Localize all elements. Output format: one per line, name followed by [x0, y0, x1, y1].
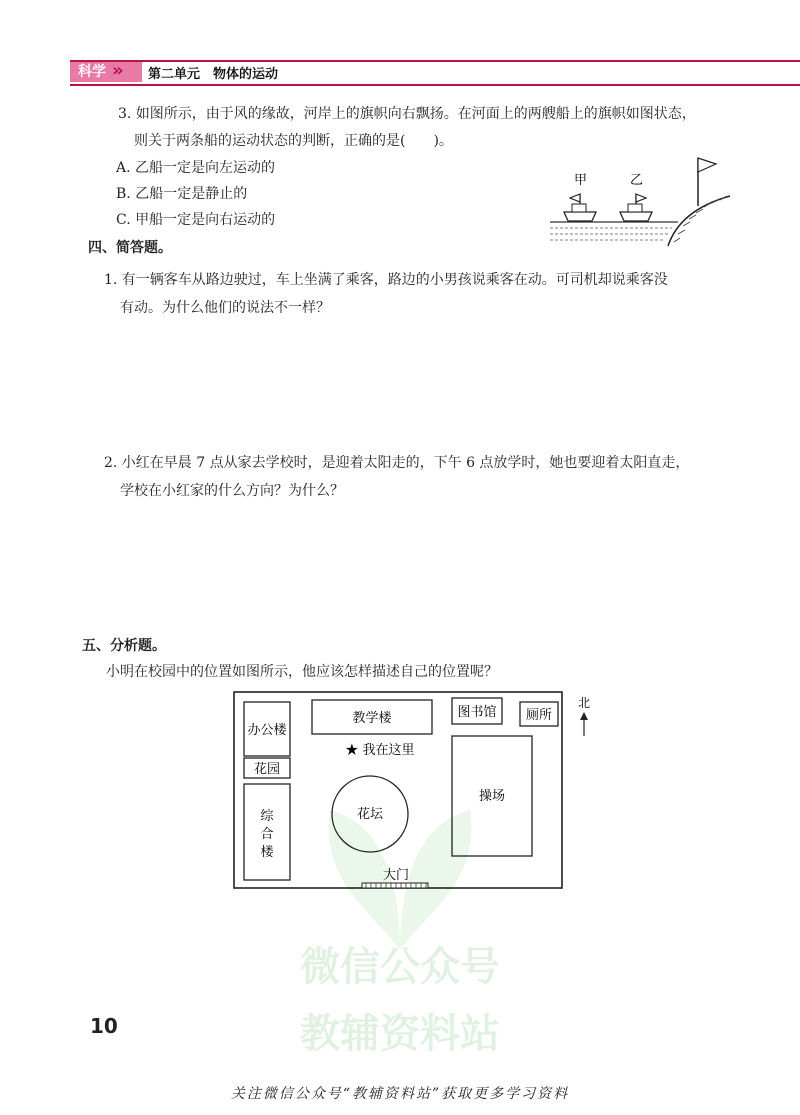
q3-option-c: C. 甲船一定是向右运动的 — [116, 212, 276, 228]
page-number: 10 — [90, 1014, 118, 1038]
complex-label-1: 综 — [260, 809, 274, 824]
chevron-icon: » — [112, 60, 124, 81]
complex-label-2: 合 — [260, 827, 274, 842]
q3-line2: 则关于两条船的运动状态的判断，正确的是( )。 — [134, 133, 453, 149]
library-label: 图书馆 — [457, 705, 497, 720]
ship-figure — [550, 150, 740, 250]
north-arrow-icon — [574, 694, 598, 740]
q3-option-b: B. 乙船一定是静止的 — [116, 186, 248, 202]
s4-q1-line2: 有动。为什么他们的说法不一样？ — [120, 300, 330, 316]
unit-title: 第二单元 物体的运动 — [148, 67, 279, 82]
teaching-label: 教学楼 — [352, 711, 392, 726]
campus-map — [232, 690, 572, 890]
ship-yi — [620, 194, 652, 221]
toilet-label: 厕所 — [525, 708, 553, 723]
s4-q2-line1: 2. 小红在早晨 7 点从家去学校时，是迎着太阳走的，下午 6 点放学时，她也要迎着太阳直走， — [104, 455, 690, 471]
watermark-line1: 微信公众号 — [300, 944, 500, 990]
q3-option-a: A. 乙船一定是向左运动的 — [116, 160, 276, 176]
section5-title: 五、分析题。 — [82, 638, 166, 654]
ship-jia — [564, 194, 596, 221]
north-label: 北 — [577, 696, 591, 710]
watermark-line2: 教辅资料站 — [300, 1011, 500, 1057]
s4-q1-line1: 1. 有一辆客车从路边驶过，车上坐满了乘客，路边的小男孩说乘客在动。可司机却说乘客没 — [104, 272, 668, 288]
ship-yi-label: 乙 — [630, 173, 644, 188]
ship-jia-label: 甲 — [574, 173, 588, 188]
q3-line1: 3. 如图所示，由于风的缘故，河岸上的旗帜向右飘扬。在河面上的两艘船上的旗帜如图状态， — [118, 106, 696, 122]
footer-note: 关注微信公众号“教辅资料站”获取更多学习资料 — [230, 1086, 570, 1102]
playground-label: 操场 — [478, 789, 506, 804]
flowerbed-label: 花坛 — [356, 807, 384, 822]
my-position-marker: ★ 我在这里 — [345, 743, 415, 758]
s5-question: 小明在校园中的位置如图所示，他应该怎样描述自己的位置呢？ — [106, 664, 498, 680]
section4-title: 四、简答题。 — [88, 240, 172, 256]
gate-label: 大门 — [382, 868, 410, 883]
subject-tab: 科学 — [70, 62, 142, 82]
office-label: 办公楼 — [247, 723, 287, 738]
complex-label-3: 楼 — [260, 845, 274, 860]
garden-label: 花园 — [253, 762, 281, 777]
watermark — [300, 935, 500, 1059]
s4-q2-line2: 学校在小红家的什么方向？为什么？ — [120, 483, 344, 499]
